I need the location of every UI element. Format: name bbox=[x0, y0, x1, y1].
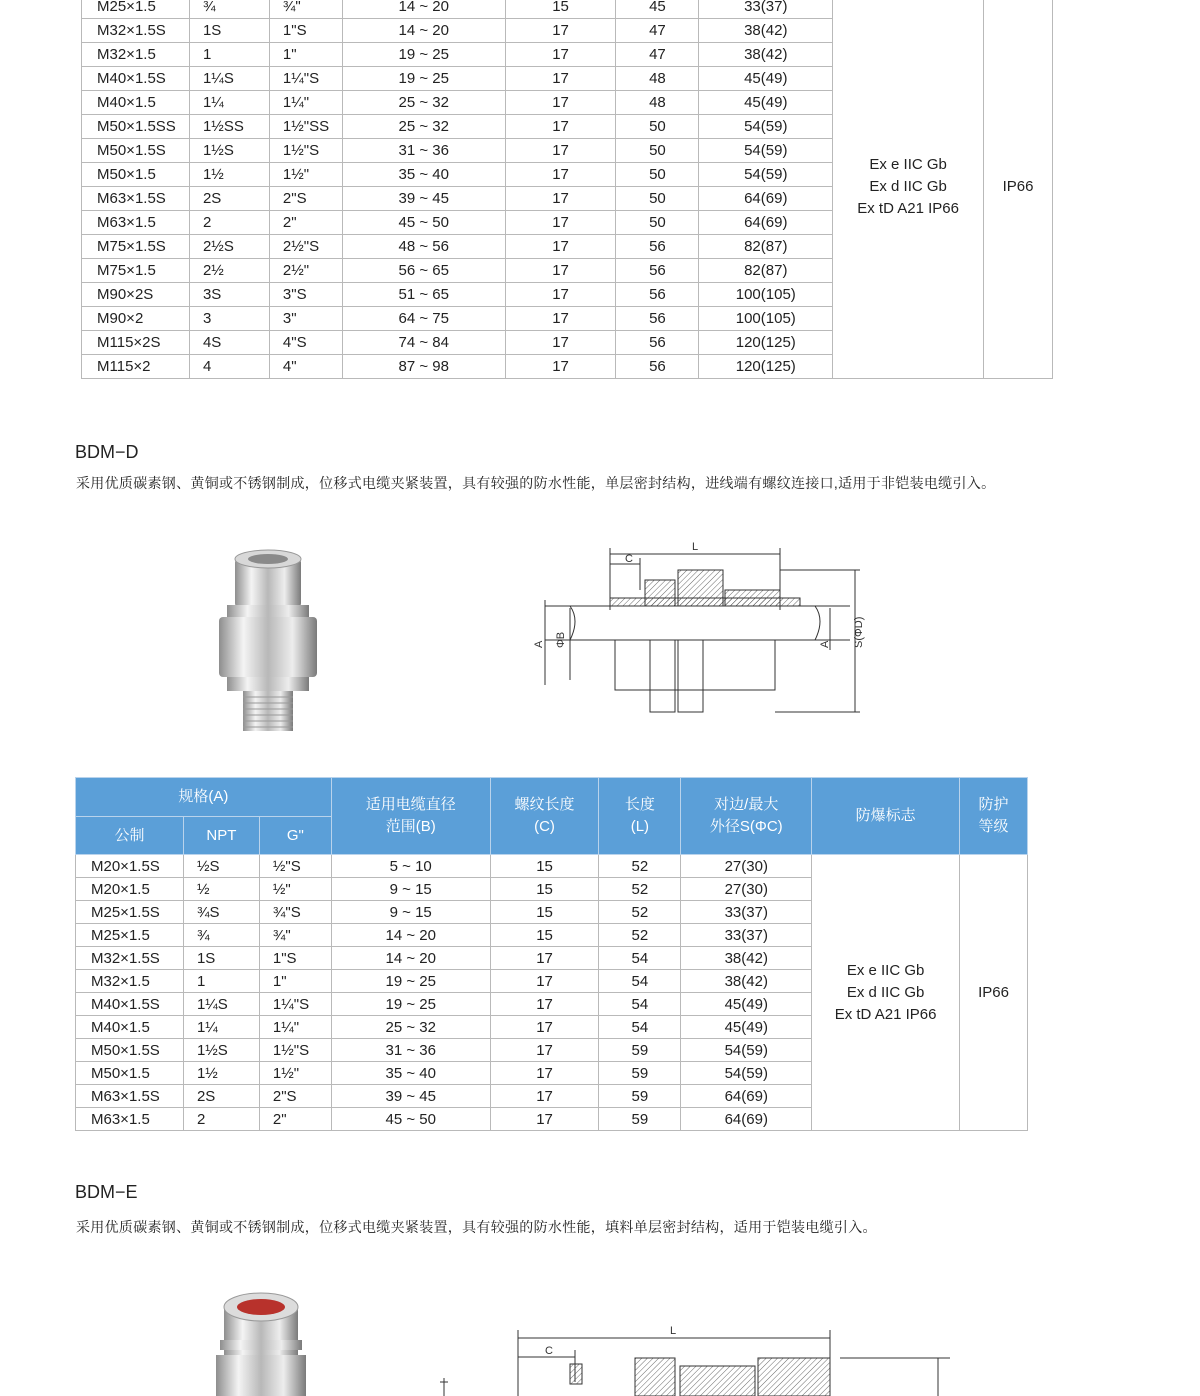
table-cell: 17 bbox=[490, 970, 599, 993]
table-cell: 17 bbox=[490, 1085, 599, 1108]
table-cell: ½ bbox=[183, 878, 259, 901]
table-cell: M50×1.5 bbox=[82, 163, 190, 187]
table-cell: 82(87) bbox=[699, 235, 833, 259]
product-photo-bdm-d bbox=[205, 545, 350, 740]
table-cell: 82(87) bbox=[699, 259, 833, 283]
table-cell: 64(69) bbox=[699, 211, 833, 235]
table-cell: 31 ~ 36 bbox=[331, 1039, 490, 1062]
table-cell: 54 bbox=[599, 1016, 681, 1039]
table-cell: 56 bbox=[616, 283, 699, 307]
table-cell: 33(37) bbox=[699, 0, 833, 19]
table-cell: 45 ~ 50 bbox=[342, 211, 505, 235]
ex-marking-line: Ex d IIC Gb bbox=[869, 177, 947, 195]
table-cell: 54(59) bbox=[699, 139, 833, 163]
table-cell: 59 bbox=[599, 1085, 681, 1108]
drawing-label-c: C bbox=[625, 553, 633, 565]
table-cell: M115×2S bbox=[82, 331, 190, 355]
protection-cell: IP66 bbox=[959, 855, 1027, 1131]
table-cell: 38(42) bbox=[699, 19, 833, 43]
table-cell: 100(105) bbox=[699, 307, 833, 331]
table-cell: 50 bbox=[616, 163, 699, 187]
table-cell: 19 ~ 25 bbox=[342, 43, 505, 67]
table-cell: 54(59) bbox=[699, 115, 833, 139]
table-cell: 52 bbox=[599, 855, 681, 878]
table-cell: 48 bbox=[616, 67, 699, 91]
header-across-flats: 对边/最大 外径S(ΦC) bbox=[681, 778, 812, 855]
table-cell: 45 bbox=[616, 0, 699, 19]
table-cell: 5 ~ 10 bbox=[331, 855, 490, 878]
table-cell: 17 bbox=[505, 235, 616, 259]
table-cell: 2 bbox=[189, 211, 269, 235]
header-npt: NPT bbox=[183, 817, 259, 855]
header-thread-length: 螺纹长度 (C) bbox=[490, 778, 599, 855]
table-cell: 54 bbox=[599, 993, 681, 1016]
ex-marking-line: Ex tD A21 IP66 bbox=[834, 1005, 937, 1023]
table-cell: 2"S bbox=[259, 1085, 331, 1108]
table-cell: 100(105) bbox=[699, 283, 833, 307]
table-cell: 17 bbox=[505, 187, 616, 211]
table-cell: 64(69) bbox=[681, 1085, 812, 1108]
table-cell: 54(59) bbox=[681, 1039, 812, 1062]
table-cell: 38(42) bbox=[681, 947, 812, 970]
table-cell: 17 bbox=[505, 139, 616, 163]
ex-marking-line: Ex tD A21 IP66 bbox=[857, 199, 959, 217]
table-cell: M63×1.5 bbox=[82, 211, 190, 235]
table-cell: 1½"S bbox=[269, 139, 342, 163]
table-cell: 25 ~ 32 bbox=[342, 91, 505, 115]
table-cell: 17 bbox=[505, 115, 616, 139]
table-cell: 50 bbox=[616, 211, 699, 235]
protection-cell: IP66 bbox=[984, 0, 1053, 379]
table-cell: 1" bbox=[269, 43, 342, 67]
table-cell: 3 bbox=[189, 307, 269, 331]
table-cell: 9 ~ 15 bbox=[331, 878, 490, 901]
table-cell: 56 bbox=[616, 235, 699, 259]
table-cell: 3"S bbox=[269, 283, 342, 307]
table-cell: 48 ~ 56 bbox=[342, 235, 505, 259]
table-row bbox=[82, 0, 1053, 19]
table-cell: 17 bbox=[505, 163, 616, 187]
header-g: G" bbox=[259, 817, 331, 855]
table-cell: 17 bbox=[505, 283, 616, 307]
table-cell: 54 bbox=[599, 970, 681, 993]
table-cell: 52 bbox=[599, 878, 681, 901]
table-cell: ¾"S bbox=[259, 901, 331, 924]
table-cell: M40×1.5S bbox=[82, 67, 190, 91]
drawing-label-a-left: A bbox=[533, 640, 545, 648]
table-cell: 19 ~ 25 bbox=[342, 67, 505, 91]
header-spec: 规格(A) bbox=[76, 778, 332, 817]
table-cell: M40×1.5 bbox=[82, 91, 190, 115]
table-cell: 48 bbox=[616, 91, 699, 115]
table-cell: 87 ~ 98 bbox=[342, 355, 505, 379]
table-cell: 33(37) bbox=[681, 901, 812, 924]
table-cell: 59 bbox=[599, 1062, 681, 1085]
technical-drawing-bdm-d bbox=[530, 540, 870, 720]
table-cell: 17 bbox=[490, 993, 599, 1016]
table-cell: M25×1.5 bbox=[82, 0, 190, 19]
ex-marking-line: Ex d IIC Gb bbox=[846, 983, 925, 1001]
table-cell: 27(30) bbox=[681, 855, 812, 878]
table-cell: ¾S bbox=[183, 901, 259, 924]
table-cell: 2S bbox=[189, 187, 269, 211]
table-cell: 120(125) bbox=[699, 355, 833, 379]
table-cell: 39 ~ 45 bbox=[331, 1085, 490, 1108]
table-cell: 38(42) bbox=[681, 970, 812, 993]
spec-table-bdm-c bbox=[81, 0, 1053, 379]
table-cell: 2" bbox=[269, 211, 342, 235]
drawing-label-l: L bbox=[692, 541, 699, 553]
table-cell: M32×1.5 bbox=[82, 43, 190, 67]
table-cell: M90×2S bbox=[82, 283, 190, 307]
table-cell: 2S bbox=[183, 1085, 259, 1108]
table-cell: 74 ~ 84 bbox=[342, 331, 505, 355]
table-cell: 17 bbox=[490, 1108, 599, 1131]
table-cell: 17 bbox=[490, 1062, 599, 1085]
table-cell: ½"S bbox=[259, 855, 331, 878]
table-cell: ¾" bbox=[269, 0, 342, 19]
ex-marking-line: Ex e IIC Gb bbox=[869, 155, 947, 173]
table-cell: 1"S bbox=[269, 19, 342, 43]
table-cell: 59 bbox=[599, 1108, 681, 1131]
table-cell: 35 ~ 40 bbox=[331, 1062, 490, 1085]
section-description-bdm-d: 采用优质碳素钢、黄铜或不锈钢制成，位移式电缆夹紧装置，具有较强的防水性能，单层密封结构，进线端有螺纹连接口,适用于非铠装电缆引入。 bbox=[76, 475, 996, 491]
table-cell: 2½" bbox=[269, 259, 342, 283]
table-cell: ½" bbox=[259, 878, 331, 901]
table-cell: M20×1.5 bbox=[76, 878, 184, 901]
table-cell: 1½SS bbox=[189, 115, 269, 139]
table-cell: 19 ~ 25 bbox=[331, 993, 490, 1016]
table-cell: 1½"SS bbox=[269, 115, 342, 139]
ex-marking-line: Ex e IIC Gb bbox=[846, 961, 925, 979]
table-cell: 1 bbox=[189, 43, 269, 67]
table-cell: 15 bbox=[505, 0, 616, 19]
table-cell: 1½ bbox=[183, 1062, 259, 1085]
section-title-bdm-d: BDM−D bbox=[75, 442, 139, 462]
section-title-bdm-e: BDM−E bbox=[75, 1182, 138, 1202]
table-cell: 17 bbox=[505, 259, 616, 283]
table-cell: 25 ~ 32 bbox=[331, 1016, 490, 1039]
table-cell: 45(49) bbox=[699, 67, 833, 91]
table-cell: M32×1.5S bbox=[82, 19, 190, 43]
table-cell: 1¼ bbox=[183, 1016, 259, 1039]
table-cell: 17 bbox=[505, 211, 616, 235]
table-cell: 56 bbox=[616, 331, 699, 355]
header-length: 长度 (L) bbox=[599, 778, 681, 855]
table-cell: 2"S bbox=[269, 187, 342, 211]
table-cell: M50×1.5SS bbox=[82, 115, 190, 139]
table-cell: 17 bbox=[505, 19, 616, 43]
drawing-e-label-c: C bbox=[545, 1345, 553, 1357]
table-cell: 45(49) bbox=[699, 91, 833, 115]
table-cell: 50 bbox=[616, 139, 699, 163]
table-cell: M63×1.5S bbox=[82, 187, 190, 211]
table-cell: 4"S bbox=[269, 331, 342, 355]
table-cell: 1S bbox=[183, 947, 259, 970]
table-cell: 1½S bbox=[189, 139, 269, 163]
table-cell: M50×1.5S bbox=[76, 1039, 184, 1062]
table-cell: 14 ~ 20 bbox=[331, 947, 490, 970]
header-metric: 公制 bbox=[76, 817, 184, 855]
spec-table-bdm-d bbox=[75, 777, 1028, 1131]
table-cell: 35 ~ 40 bbox=[342, 163, 505, 187]
table-cell: M25×1.5 bbox=[76, 924, 184, 947]
table-cell: M75×1.5 bbox=[82, 259, 190, 283]
table-cell: M63×1.5S bbox=[76, 1085, 184, 1108]
table-cell: 51 ~ 65 bbox=[342, 283, 505, 307]
table-row bbox=[76, 855, 1028, 878]
table-cell: 1½" bbox=[259, 1062, 331, 1085]
table-cell: 45(49) bbox=[681, 993, 812, 1016]
ex-marking-cell bbox=[833, 0, 984, 379]
table-cell: 14 ~ 20 bbox=[342, 19, 505, 43]
table-cell: 64(69) bbox=[681, 1108, 812, 1131]
table-cell: 27(30) bbox=[681, 878, 812, 901]
table-cell: 45(49) bbox=[681, 1016, 812, 1039]
table-cell: 4 bbox=[189, 355, 269, 379]
table-cell: 31 ~ 36 bbox=[342, 139, 505, 163]
table-cell: 1¼S bbox=[183, 993, 259, 1016]
table-cell: 1½" bbox=[269, 163, 342, 187]
table-cell: 1¼ bbox=[189, 91, 269, 115]
table-cell: 15 bbox=[490, 855, 599, 878]
table-cell: 33(37) bbox=[681, 924, 812, 947]
table-cell: 4S bbox=[189, 331, 269, 355]
table-cell: 15 bbox=[490, 901, 599, 924]
table-cell: 17 bbox=[505, 355, 616, 379]
table-cell: 120(125) bbox=[699, 331, 833, 355]
table-cell: 2½S bbox=[189, 235, 269, 259]
table-cell: M40×1.5 bbox=[76, 1016, 184, 1039]
table-cell: 45 ~ 50 bbox=[331, 1108, 490, 1131]
table-cell: 59 bbox=[599, 1039, 681, 1062]
table-cell: 15 bbox=[490, 924, 599, 947]
table-cell: 64 ~ 75 bbox=[342, 307, 505, 331]
table-cell: 19 ~ 25 bbox=[331, 970, 490, 993]
table-cell: 15 bbox=[490, 878, 599, 901]
table-cell: M32×1.5 bbox=[76, 970, 184, 993]
table-cell: 39 ~ 45 bbox=[342, 187, 505, 211]
table-cell: 17 bbox=[505, 331, 616, 355]
table-cell: 9 ~ 15 bbox=[331, 901, 490, 924]
table-cell: 54 bbox=[599, 947, 681, 970]
drawing-label-s: S(ΦD) bbox=[853, 616, 865, 648]
table-cell: 14 ~ 20 bbox=[331, 924, 490, 947]
table-cell: 17 bbox=[505, 43, 616, 67]
drawing-e-label-l: L bbox=[670, 1325, 677, 1337]
table-cell: 47 bbox=[616, 19, 699, 43]
table-cell: 3" bbox=[269, 307, 342, 331]
table-cell: 1"S bbox=[259, 947, 331, 970]
table-cell: 38(42) bbox=[699, 43, 833, 67]
table-cell: 54(59) bbox=[699, 163, 833, 187]
table-cell: 1¼" bbox=[269, 91, 342, 115]
table-cell: 56 bbox=[616, 307, 699, 331]
table-cell: M63×1.5 bbox=[76, 1108, 184, 1131]
section-description-bdm-e: 采用优质碳素钢、黄铜或不锈钢制成，位移式电缆夹紧装置，具有较强的防水性能，填料单层密封结构，适用于铠装电缆引入。 bbox=[76, 1219, 877, 1235]
table-cell: 2½ bbox=[189, 259, 269, 283]
table-cell: M50×1.5 bbox=[76, 1062, 184, 1085]
drawing-label-b: ΦB bbox=[555, 631, 567, 648]
table-cell: 2 bbox=[183, 1108, 259, 1131]
table-cell: 14 ~ 20 bbox=[342, 0, 505, 19]
table-cell: M90×2 bbox=[82, 307, 190, 331]
header-ex-marking: 防爆标志 bbox=[812, 778, 960, 855]
table-cell: 25 ~ 32 bbox=[342, 115, 505, 139]
table-cell: 50 bbox=[616, 187, 699, 211]
table-cell: 2" bbox=[259, 1108, 331, 1131]
table-cell: 1" bbox=[259, 970, 331, 993]
table-cell: 17 bbox=[505, 307, 616, 331]
table-cell: M50×1.5S bbox=[82, 139, 190, 163]
table-cell: M115×2 bbox=[82, 355, 190, 379]
table-cell: 56 bbox=[616, 355, 699, 379]
table-cell: 64(69) bbox=[699, 187, 833, 211]
table-cell: M20×1.5S bbox=[76, 855, 184, 878]
table-cell: M75×1.5S bbox=[82, 235, 190, 259]
table-cell: 1¼" bbox=[259, 1016, 331, 1039]
table-cell: 1½S bbox=[183, 1039, 259, 1062]
table-cell: 2½"S bbox=[269, 235, 342, 259]
table-cell: 52 bbox=[599, 924, 681, 947]
table-cell: ¾" bbox=[259, 924, 331, 947]
table-cell: 52 bbox=[599, 901, 681, 924]
table-cell: 56 bbox=[616, 259, 699, 283]
table-cell: 1S bbox=[189, 19, 269, 43]
ex-marking-cell bbox=[812, 855, 960, 1131]
table-cell: 50 bbox=[616, 115, 699, 139]
header-protection: 防护 等级 bbox=[959, 778, 1027, 855]
table-cell: 1½ bbox=[189, 163, 269, 187]
table-cell: 47 bbox=[616, 43, 699, 67]
table-cell: 3S bbox=[189, 283, 269, 307]
table-cell: 17 bbox=[490, 1039, 599, 1062]
table-cell: 17 bbox=[490, 947, 599, 970]
drawing-label-a-right: A bbox=[819, 640, 831, 648]
table-cell: 17 bbox=[505, 67, 616, 91]
table-cell: ¾ bbox=[183, 924, 259, 947]
table-cell: M32×1.5S bbox=[76, 947, 184, 970]
product-photo-bdm-e bbox=[210, 1285, 330, 1396]
header-cable-range: 适用电缆直径 范围(B) bbox=[331, 778, 490, 855]
table-cell: M25×1.5S bbox=[76, 901, 184, 924]
table-cell: 1¼"S bbox=[259, 993, 331, 1016]
table-cell: 56 ~ 65 bbox=[342, 259, 505, 283]
table-cell: 17 bbox=[490, 1016, 599, 1039]
table-cell: 1 bbox=[183, 970, 259, 993]
table-cell: 1½"S bbox=[259, 1039, 331, 1062]
table-cell: M40×1.5S bbox=[76, 993, 184, 1016]
table-cell: 4" bbox=[269, 355, 342, 379]
table-cell: 17 bbox=[505, 91, 616, 115]
table-cell: 1¼S bbox=[189, 67, 269, 91]
technical-drawing-bdm-e bbox=[440, 1322, 950, 1396]
table-cell: ¾ bbox=[189, 0, 269, 19]
table-cell: 54(59) bbox=[681, 1062, 812, 1085]
table-cell: 1¼"S bbox=[269, 67, 342, 91]
table-cell: ½S bbox=[183, 855, 259, 878]
